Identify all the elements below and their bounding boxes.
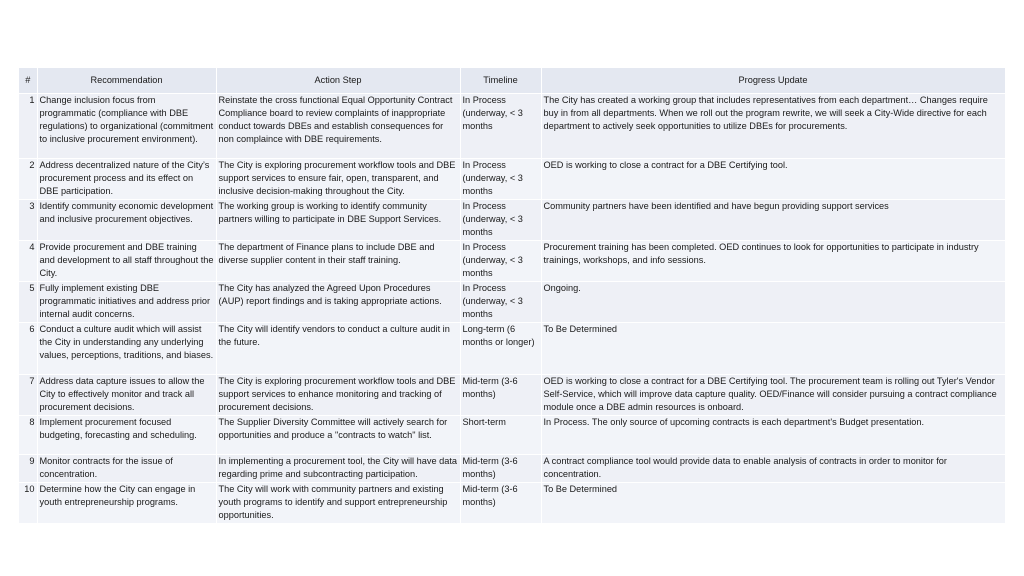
recommendation-cell: Monitor contracts for the issue of concentration.	[37, 455, 216, 483]
action-step-cell: The City will identify vendors to conduct a culture audit in the future.	[216, 323, 460, 375]
timeline-cell: In Process (underway, < 3 months	[460, 241, 541, 282]
timeline-cell: Long-term (6 months or longer)	[460, 323, 541, 375]
timeline-cell: Mid-term (3-6 months)	[460, 483, 541, 524]
table-row	[19, 159, 1005, 200]
timeline-cell: In Process (underway, < 3 months	[460, 200, 541, 241]
recommendation-cell: Provide procurement and DBE training and development to all staff throughout the City.	[37, 241, 216, 282]
table-row	[19, 375, 1005, 416]
table-row	[19, 483, 1005, 524]
header-action-step: Action Step	[216, 68, 460, 94]
table-row	[19, 200, 1005, 241]
progress-cell: OED is working to close a contract for a DBE Certifying tool.	[541, 159, 1005, 200]
recommendation-cell: Address decentralized nature of the City’s procurement process and its effect on DBE participation.	[37, 159, 216, 200]
row-number: 1	[19, 94, 37, 159]
header-recommendation: Recommendation	[37, 68, 216, 94]
table-row	[19, 282, 1005, 323]
timeline-cell: In Process (underway, < 3 months	[460, 94, 541, 159]
row-number: 8	[19, 416, 37, 455]
table-row	[19, 323, 1005, 375]
recommendation-cell: Conduct a culture audit which will assist the City in understanding any underlying values, perceptions, traditions, and biases.	[37, 323, 216, 375]
row-number: 2	[19, 159, 37, 200]
header-number: #	[19, 68, 37, 94]
row-number: 5	[19, 282, 37, 323]
table-header-row	[19, 68, 1005, 94]
action-step-cell: The City is exploring procurement workflow tools and DBE support services to ensure fair, open, transparent, and inclusive decision-making throughout the City.	[216, 159, 460, 200]
progress-cell: Ongoing.	[541, 282, 1005, 323]
table-row	[19, 94, 1005, 159]
row-number: 9	[19, 455, 37, 483]
timeline-cell: Short-term	[460, 416, 541, 455]
progress-cell: A contract compliance tool would provide data to enable analysis of contracts in order to monitor for concentration.	[541, 455, 1005, 483]
action-step-cell: The City is exploring procurement workflow tools and DBE support services to enhance monitoring and tracking of procurement decisions.	[216, 375, 460, 416]
row-number: 6	[19, 323, 37, 375]
recommendations-table	[19, 68, 1006, 524]
action-step-cell: In implementing a procurement tool, the City will have data regarding prime and subcontracting participation.	[216, 455, 460, 483]
timeline-cell: In Process (underway, < 3 months	[460, 159, 541, 200]
header-timeline: Timeline	[460, 68, 541, 94]
action-step-cell: The Supplier Diversity Committee will actively search for opportunities and produce a "contracts to watch" list.	[216, 416, 460, 455]
progress-cell: The City has created a working group that includes representatives from each department… Changes require buy in from all departments. When we roll out the program rewrite, we will seek a City-Wide directive for each department to actively seek opportunities to utilize DBEs for procurements.	[541, 94, 1005, 159]
action-step-cell: The working group is working to identify community partners willing to participate in DBE Support Services.	[216, 200, 460, 241]
recommendation-cell: Implement procurement focused budgeting, forecasting and scheduling.	[37, 416, 216, 455]
timeline-cell: Mid-term (3-6 months)	[460, 375, 541, 416]
progress-cell: Procurement training has been completed. OED continues to look for opportunities to participate in industry trainings, workshops, and info sessions.	[541, 241, 1005, 282]
row-number: 4	[19, 241, 37, 282]
recommendation-cell: Change inclusion focus from programmatic (compliance with DBE regulations) to organizational (commitment to inclusive procurement environment).	[37, 94, 216, 159]
table-row	[19, 241, 1005, 282]
progress-cell: To Be Determined	[541, 323, 1005, 375]
action-step-cell: The department of Finance plans to include DBE and diverse supplier content in their staff training.	[216, 241, 460, 282]
recommendation-cell: Address data capture issues to allow the City to effectively monitor and track all procurement decisions.	[37, 375, 216, 416]
progress-cell: In Process. The only source of upcoming contracts is each department's Budget presentation.	[541, 416, 1005, 455]
table-row	[19, 416, 1005, 455]
progress-cell: OED is working to close a contract for a DBE Certifying tool. The procurement team is rolling out Tyler's Vendor Self-Service, which will improve data capture quality. OED/Finance will consider pursuing a contract compliance module once a DBE admin resources is onboard.	[541, 375, 1005, 416]
timeline-cell: Mid-term (3-6 months)	[460, 455, 541, 483]
table-row	[19, 455, 1005, 483]
action-step-cell: The City has analyzed the Agreed Upon Procedures (AUP) report findings and is taking appropriate actions.	[216, 282, 460, 323]
row-number: 3	[19, 200, 37, 241]
recommendation-cell: Determine how the City can engage in youth entrepreneurship programs.	[37, 483, 216, 524]
row-number: 10	[19, 483, 37, 524]
row-number: 7	[19, 375, 37, 416]
header-progress-update: Progress Update	[541, 68, 1005, 94]
recommendation-cell: Fully implement existing DBE programmatic initiatives and address prior internal audit concerns.	[37, 282, 216, 323]
progress-cell: Community partners have been identified and have begun providing support services	[541, 200, 1005, 241]
timeline-cell: In Process (underway, < 3 months	[460, 282, 541, 323]
progress-cell: To Be Determined	[541, 483, 1005, 524]
action-step-cell: Reinstate the cross functional Equal Opportunity Contract Compliance board to review complaints of inappropriate conduct towards DBEs and establish consequences for non complaince with DBE requirements.	[216, 94, 460, 159]
action-step-cell: The City will work with community partners and existing youth programs to identify and support entrepreneurship opportunities.	[216, 483, 460, 524]
recommendation-cell: Identify community economic development and inclusive procurement objectives.	[37, 200, 216, 241]
